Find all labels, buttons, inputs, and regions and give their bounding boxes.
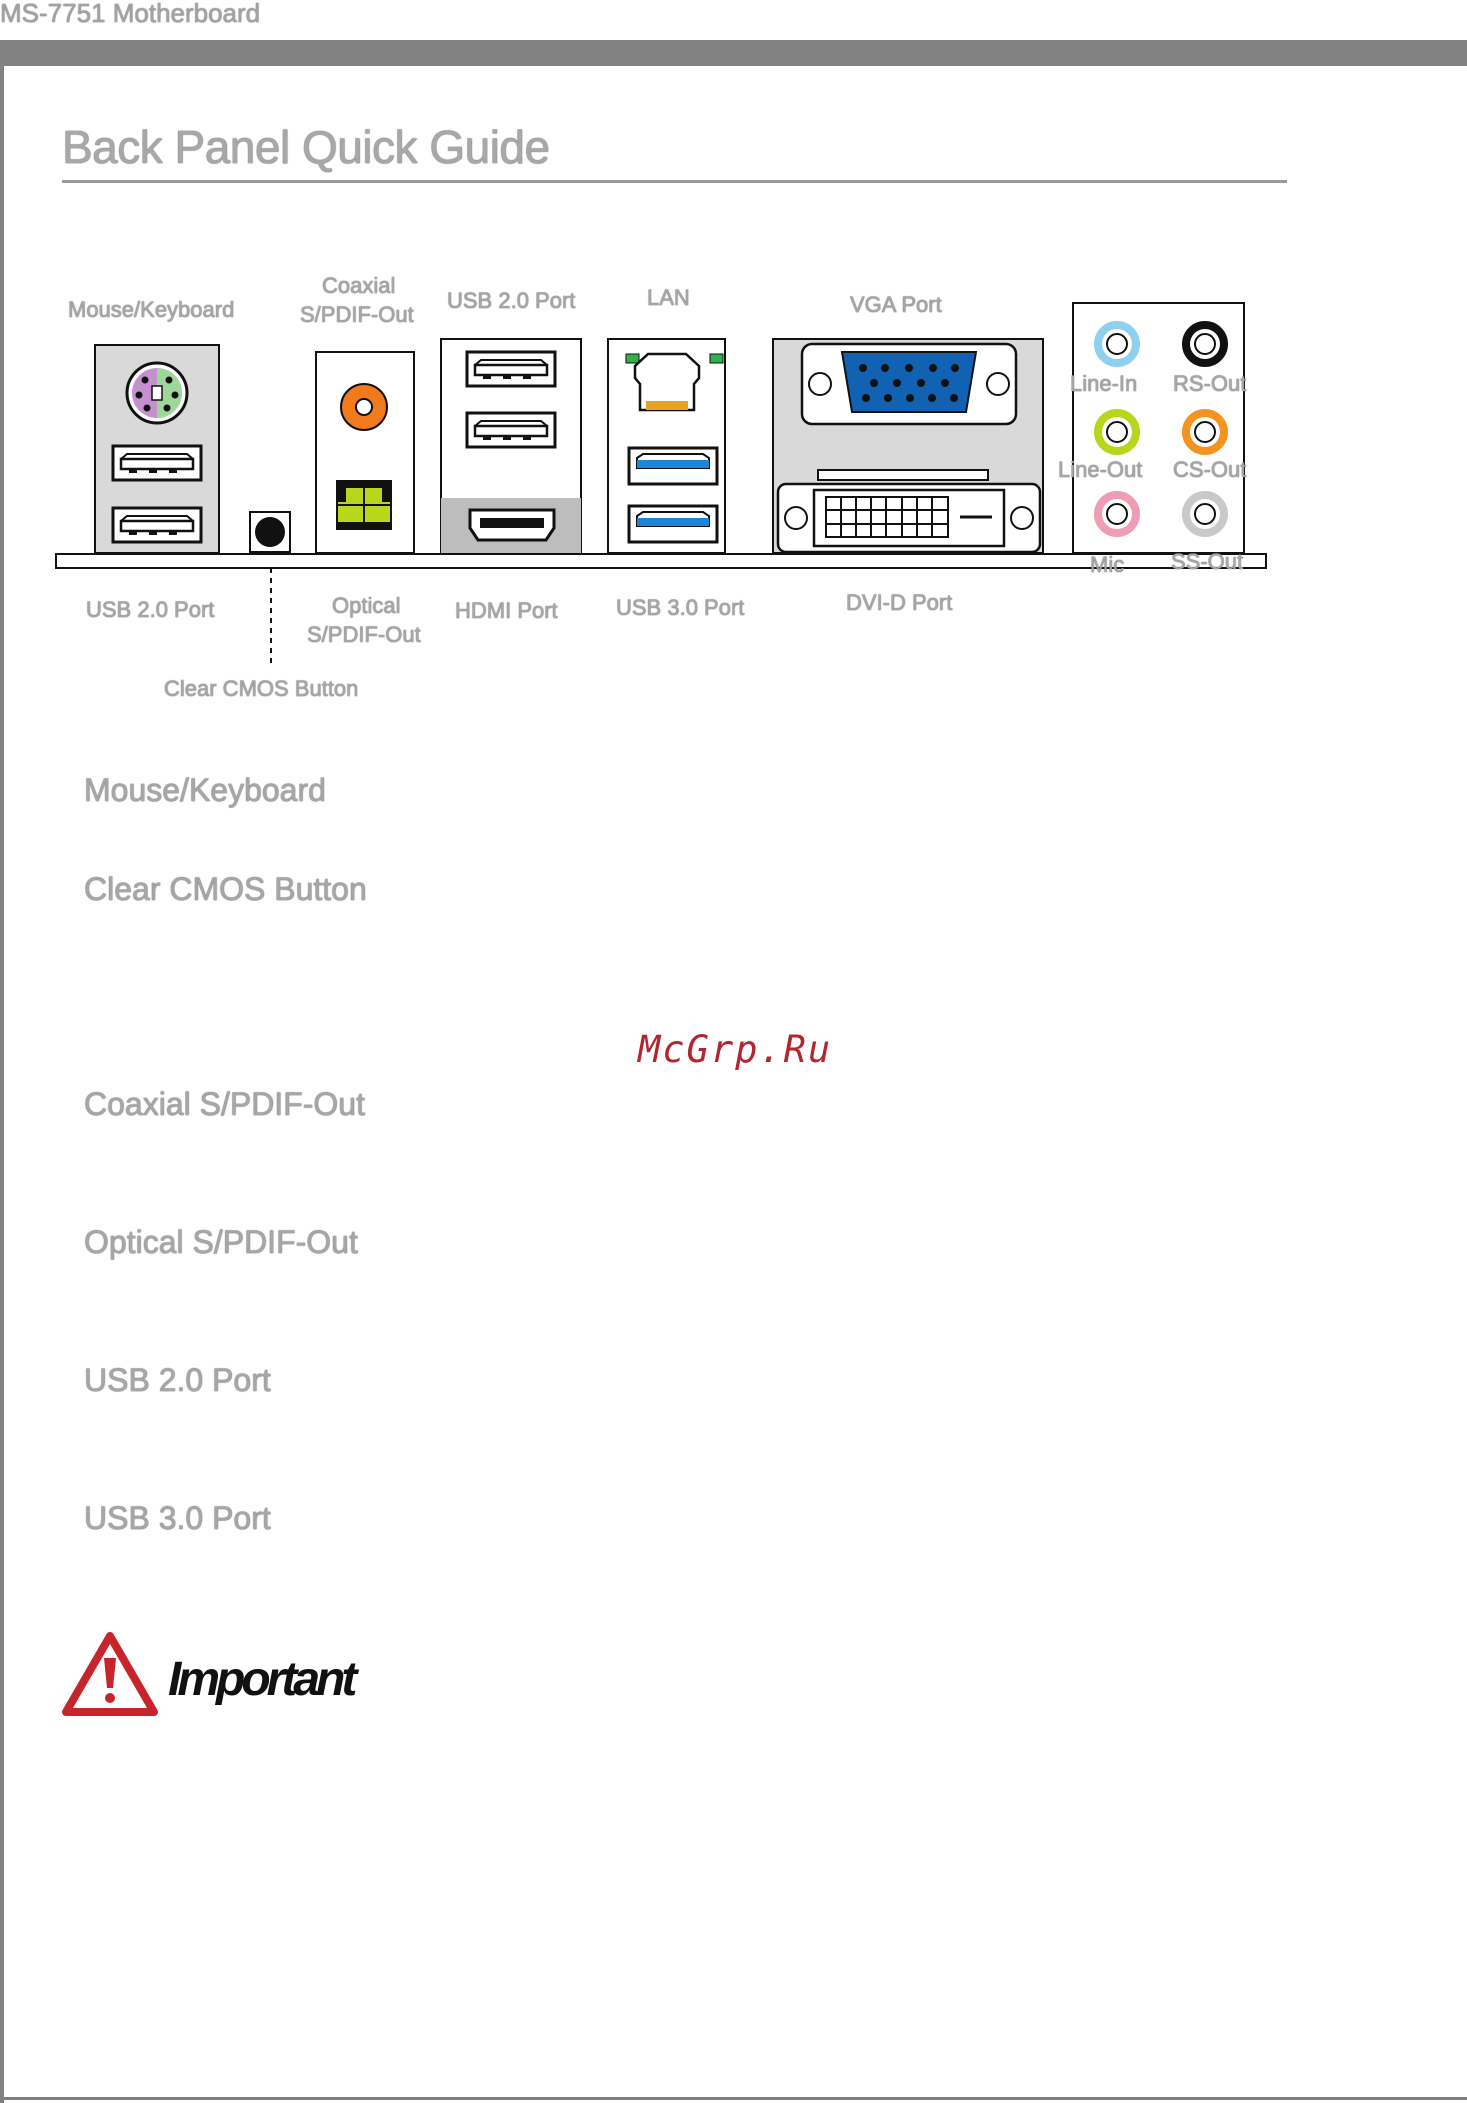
section-mouse-keyboard: Mouse/Keyboard xyxy=(84,772,326,808)
label-line-in: Line-In xyxy=(1070,371,1138,396)
label-coaxial-line1: Coaxial xyxy=(322,273,396,298)
label-usb20-top: USB 2.0 Port xyxy=(447,288,576,313)
document-header: MS-7751 Motherboard xyxy=(0,0,261,28)
lan-usb3-stack xyxy=(608,339,725,553)
section-usb20: USB 2.0 Port xyxy=(84,1362,271,1398)
ps2-usb-stack xyxy=(95,345,219,553)
label-ss-out: SS-Out xyxy=(1171,549,1244,574)
label-mic: Mic xyxy=(1090,552,1125,577)
label-mouse-keyboard: Mouse/Keyboard xyxy=(68,297,235,322)
label-optical-line2: S/PDIF-Out xyxy=(307,622,421,647)
watermark: McGrp.Ru xyxy=(638,1028,833,1071)
important-label: Important xyxy=(168,1653,354,1706)
label-usb20-bottom: USB 2.0 Port xyxy=(86,597,215,622)
label-hdmi: HDMI Port xyxy=(455,598,558,623)
label-vga: VGA Port xyxy=(850,292,942,317)
page-title: Back Panel Quick Guide xyxy=(62,121,550,173)
label-usb30: USB 3.0 Port xyxy=(616,595,745,620)
section-usb30: USB 3.0 Port xyxy=(84,1500,271,1536)
vga-dvi-stack xyxy=(773,339,1043,553)
label-clear-cmos: Clear CMOS Button xyxy=(164,676,359,701)
audio-jacks xyxy=(1073,303,1247,553)
label-dvi: DVI-D Port xyxy=(846,590,953,615)
label-optical-line1: Optical xyxy=(332,593,401,618)
section-clear-cmos: Clear CMOS Button xyxy=(84,871,367,907)
label-line-out: Line-Out xyxy=(1058,457,1143,482)
section-coaxial-spdif: Coaxial S/PDIF-Out xyxy=(84,1086,365,1122)
usb-hdmi-stack xyxy=(441,339,581,553)
clear-cmos-button-graphic xyxy=(250,512,290,666)
warning-icon xyxy=(60,1630,160,1720)
bottom-border xyxy=(0,2097,1467,2100)
label-cs-out: CS-Out xyxy=(1173,457,1247,482)
label-rs-out: RS-Out xyxy=(1173,371,1247,396)
label-coaxial-line2: S/PDIF-Out xyxy=(300,302,414,327)
label-lan: LAN xyxy=(647,285,690,310)
section-optical-spdif: Optical S/PDIF-Out xyxy=(84,1224,358,1260)
spdif-stack xyxy=(316,352,414,553)
